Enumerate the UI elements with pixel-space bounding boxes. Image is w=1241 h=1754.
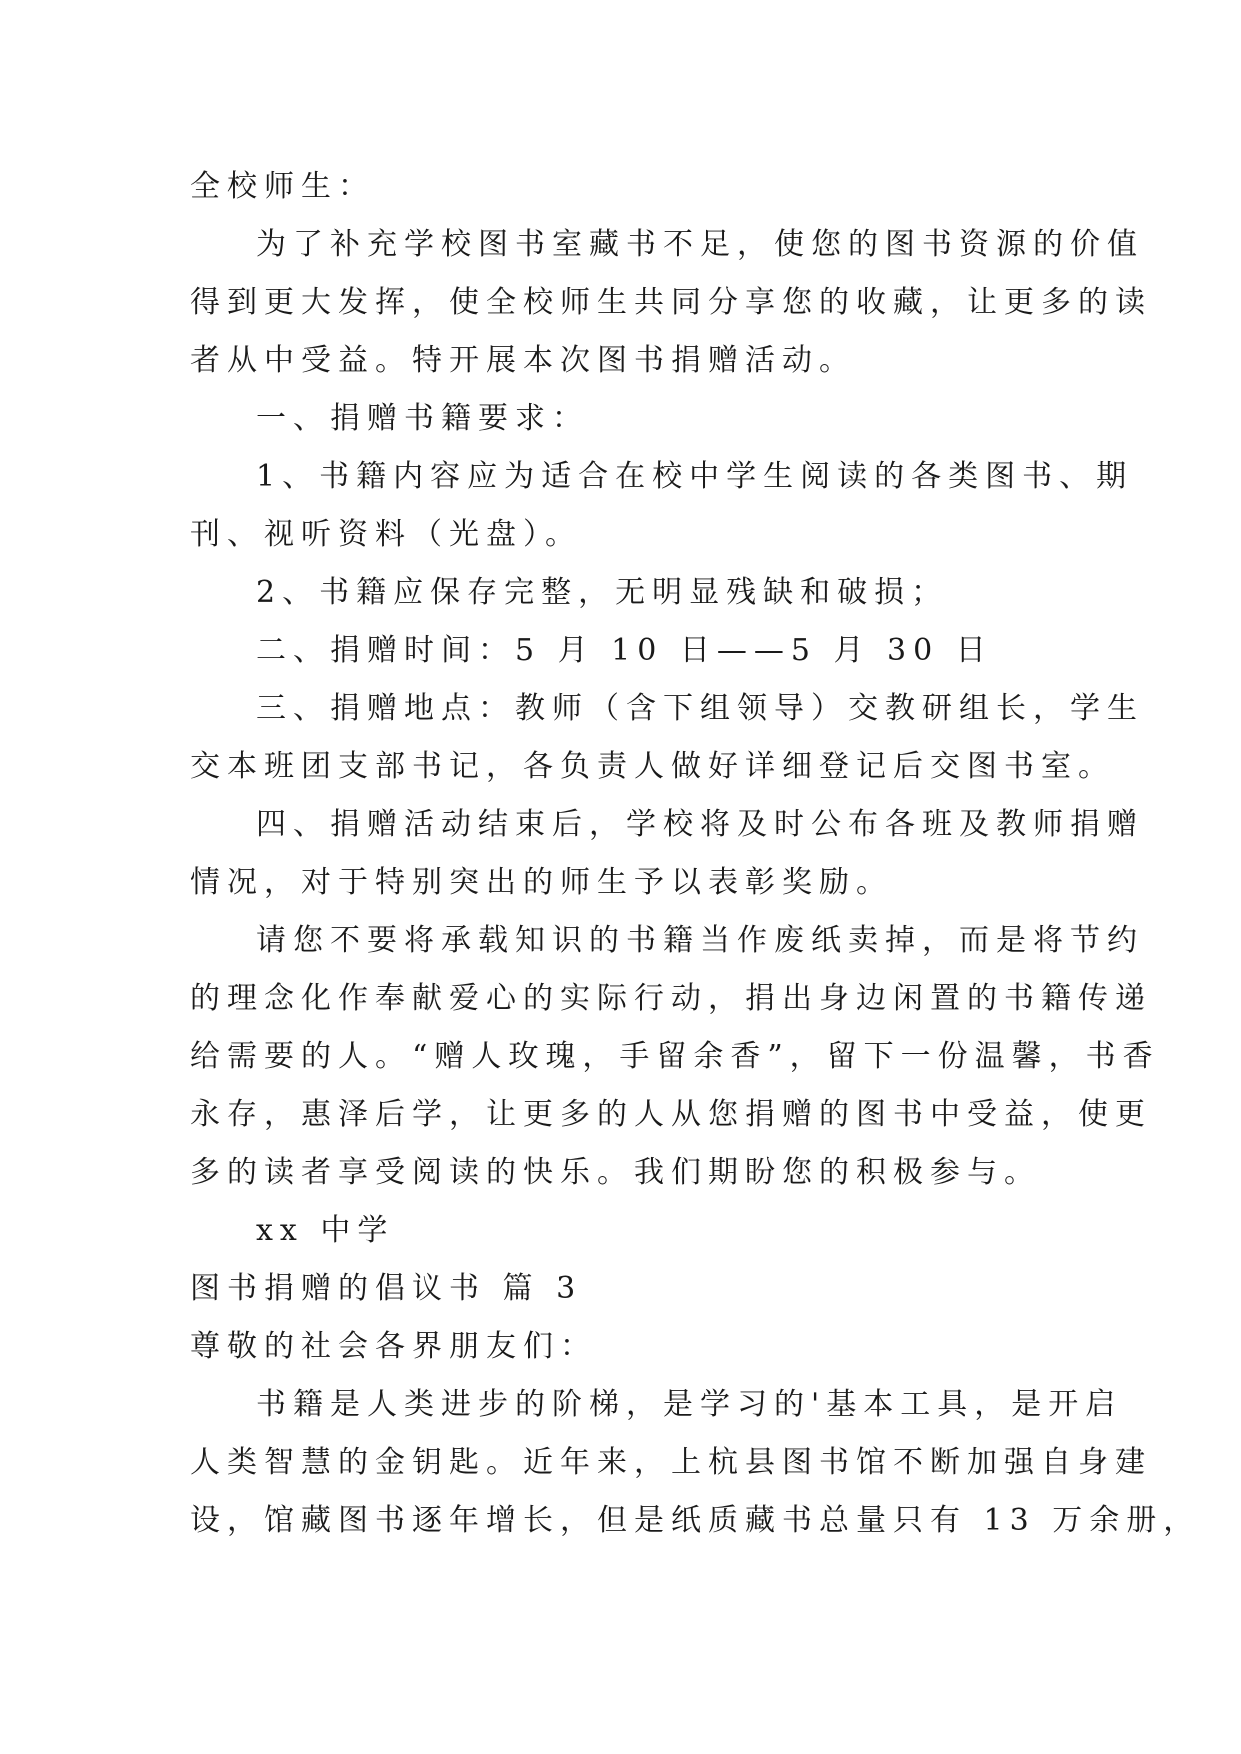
paragraph-line: 者从中受益。特开展本次图书捐赠活动。 <box>190 343 856 378</box>
section-heading: 二、捐赠时间：5 月 10 日——5 月 30 日 <box>256 633 993 668</box>
salutation: 尊敬的社会各界朋友们： <box>190 1329 597 1364</box>
paragraph-line: 请您不要将承载知识的书籍当作废纸卖掉，而是将节约 <box>256 923 1144 958</box>
paragraph-line: 1、书籍内容应为适合在校中学生阅读的各类图书、期 <box>256 459 1134 494</box>
paragraph-line: 2、书籍应保存完整，无明显残缺和破损； <box>256 575 949 610</box>
section-heading: 三、捐赠地点：教师（含下组领导）交教研组长，学生 <box>256 691 1144 726</box>
paragraph-line: 永存，惠泽后学，让更多的人从您捐赠的图书中受益，使更 <box>190 1097 1152 1132</box>
section-heading: 一、捐赠书籍要求： <box>256 401 589 436</box>
paragraph-line: 交本班团支部书记，各负责人做好详细登记后交图书室。 <box>190 749 1115 784</box>
paragraph-line: 情况，对于特别突出的师生予以表彰奖励。 <box>190 865 893 900</box>
paragraph-line: 多的读者享受阅读的快乐。我们期盼您的积极参与。 <box>190 1155 1041 1190</box>
paragraph-line: 得到更大发挥，使全校师生共同分享您的收藏，让更多的读 <box>190 285 1152 320</box>
paragraph-line: 的理念化作奉献爱心的实际行动，捐出身边闲置的书籍传递 <box>190 981 1152 1016</box>
paragraph-line: 给需要的人。“赠人玫瑰，手留余香”，留下一份温馨，书香 <box>190 1039 1160 1074</box>
paragraph-line: 人类智慧的金钥匙。近年来，上杭县图书馆不断加强自身建 <box>190 1445 1152 1480</box>
paragraph-line: 设，馆藏图书逐年增长，但是纸质藏书总量只有 13 万余册， <box>190 1503 1201 1538</box>
section-heading: 四、捐赠活动结束后，学校将及时公布各班及教师捐赠 <box>256 807 1144 842</box>
article-title: 图书捐赠的倡议书 篇 3 <box>190 1271 583 1306</box>
salutation: 全校师生： <box>190 169 375 204</box>
signature: xx 中学 <box>256 1213 395 1248</box>
paragraph-line: 为了补充学校图书室藏书不足，使您的图书资源的价值 <box>256 227 1144 262</box>
paragraph-line: 刊、视听资料（光盘）。 <box>190 517 582 552</box>
paragraph-line: 书籍是人类进步的阶梯，是学习的'基本工具，是开启 <box>256 1387 1123 1422</box>
